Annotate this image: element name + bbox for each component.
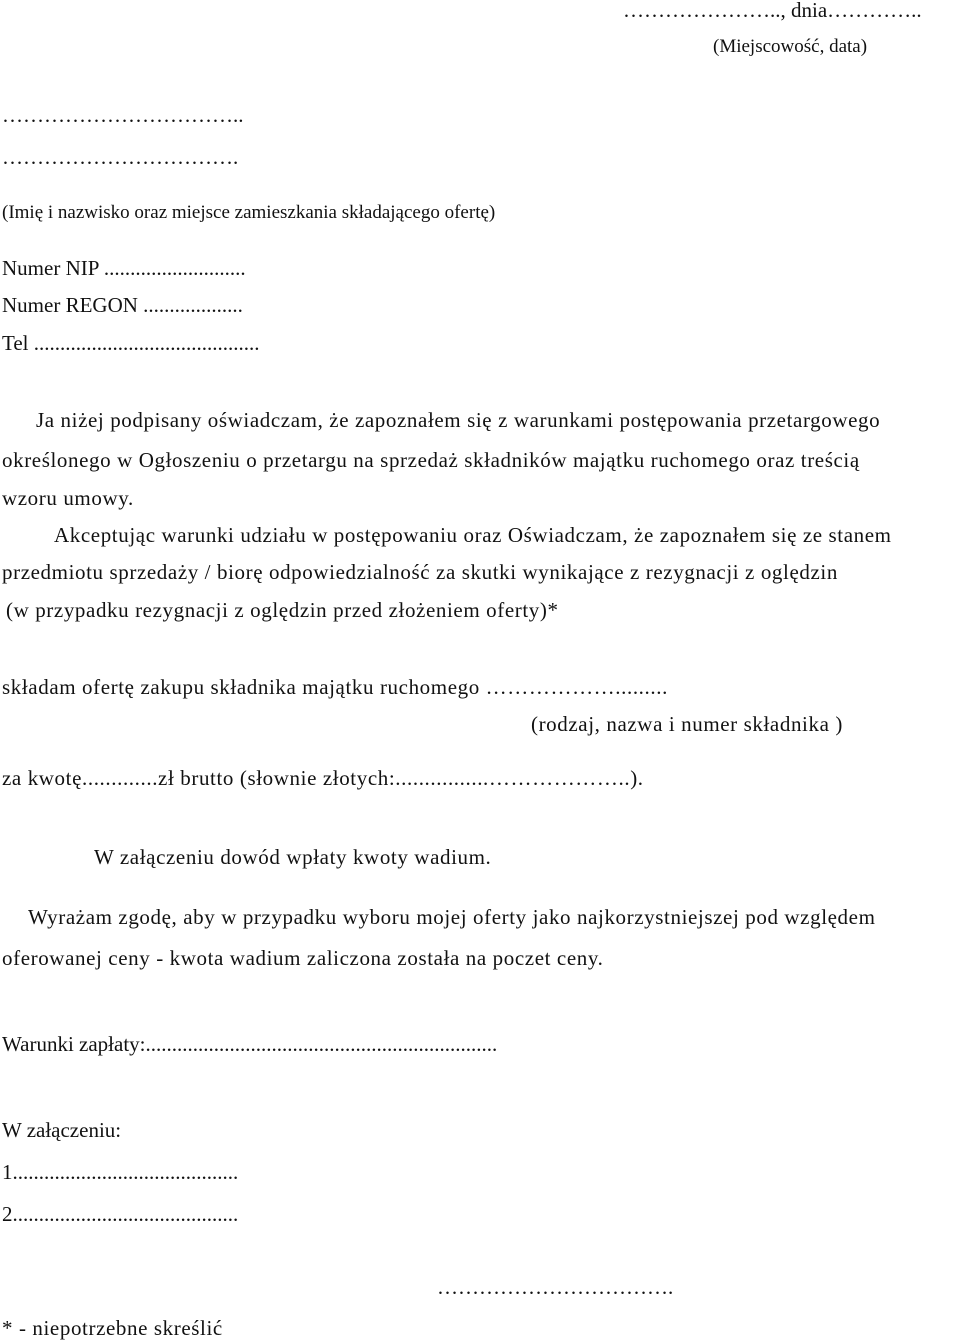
place-date-line: ………………….., dnia………….. [623, 0, 922, 22]
declaration-p1-line-3: wzoru umowy. [2, 486, 134, 510]
payment-terms: Warunki zapłaty:................................................................... [2, 1032, 498, 1056]
attachments-heading: W załączeniu: [2, 1118, 122, 1142]
declaration-p2-line-2: przedmiotu sprzedaży / biorę odpowiedzialność za skutki wynikające z rezygnacji z oględzin [2, 560, 838, 584]
attachment-item-2: 2........................................... [2, 1202, 239, 1226]
nip-field: Numer NIP ........................... [2, 256, 246, 280]
attachment-item-1: 1........................................... [2, 1160, 239, 1184]
deposit-attachment-note: W załączeniu dowód wpłaty kwoty wadium. [94, 845, 492, 869]
offer-item-caption: (rodzaj, nazwa i numer składnika ) [531, 712, 843, 736]
deposit-consent-line-1: Wyrażam zgodę, aby w przypadku wyboru mojej oferty jako najkorzystniejszej pod względem [28, 905, 876, 929]
deposit-consent-line-2: oferowanej ceny - kwota wadium zaliczona została na poczet ceny. [2, 946, 604, 970]
bidder-dots-line-2: ……………………………. [2, 145, 239, 169]
offer-line: składam ofertę zakupu składnika majątku ruchomego ………………......... [2, 675, 668, 699]
declaration-p1-line-2: określonego w Ogłoszeniu o przetargu na sprzedaż składników majątku ruchomego oraz treścią [2, 448, 860, 472]
declaration-p1-line-1: Ja niżej podpisany oświadczam, że zapoznałem się z warunkami postępowania przetargowego [36, 408, 881, 432]
offer-amount-line: za kwotę.............zł brutto (słownie złotych:................………………..). [2, 766, 644, 790]
declaration-p2-line-1: Akceptując warunki udziału w postępowaniu oraz Oświadczam, że zapoznałem się ze stanem [54, 523, 892, 547]
bidder-dots-line-1: …………………………….. [2, 103, 244, 127]
signature-dots: ……………………………. [437, 1275, 674, 1299]
place-date-caption: (Miejscowość, data) [713, 36, 868, 57]
bidder-caption: (Imię i nazwisko oraz miejsce zamieszkania składającego ofertę) [2, 202, 496, 223]
tel-field: Tel ........................................... [2, 331, 260, 355]
footnote: * - niepotrzebne skreślić [2, 1316, 223, 1340]
regon-field: Numer REGON ................... [2, 293, 243, 317]
declaration-p2-line-3: (w przypadku rezygnacji z oględzin przed złożeniem oferty)* [6, 598, 559, 622]
